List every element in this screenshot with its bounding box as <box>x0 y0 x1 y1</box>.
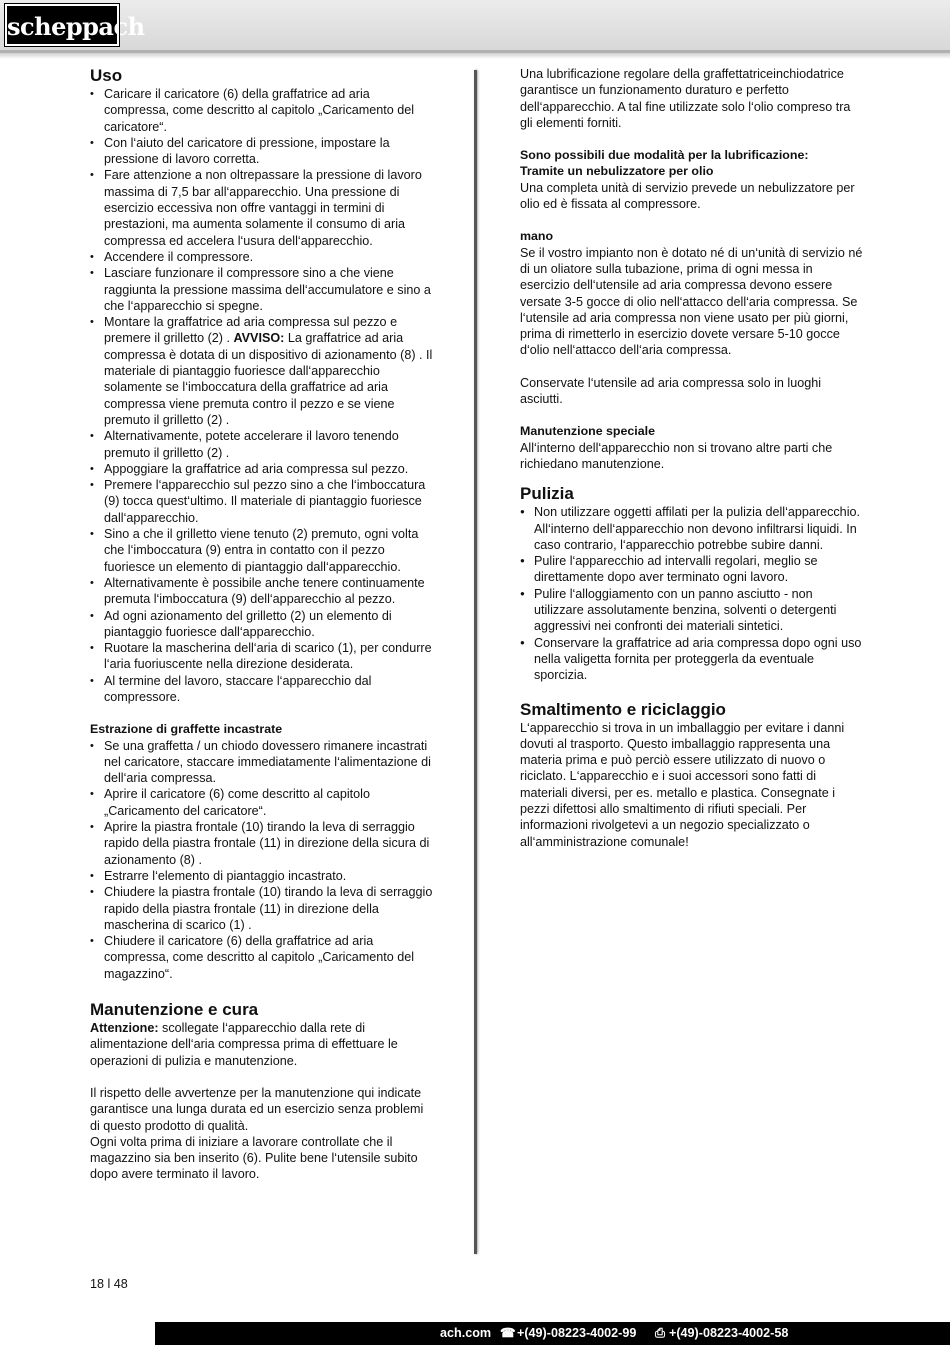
uso-title: Uso <box>90 66 123 85</box>
list-item: • Sino a che il grilletto viene tenuto (2) premuto, ogni volta che l‘imboccatura (9) entra in contatto con il pezzo fuoriesce un elemento di piantaggio dall‘apparecchio. <box>90 526 435 575</box>
list-item: • Lasciare funzionare il compressore sino a che viene raggiunta la pressione massima dell‘accumulatore e sino a che l‘apparecchio si spegne. <box>90 265 435 314</box>
avviso-text: La graffatrice ad aria compressa è dotata di un dispositivo di azionamento (8) . Il materiale di piantaggio fuoriesce dall‘apparecchio solamente se l‘imboccatura della graffatrice ad aria compressa viene premuta contro il pezzo e se viene premuto il grilletto (2) . <box>104 331 433 427</box>
spacer <box>520 472 865 484</box>
attenzione-text: scollegate l‘apparecchio dalla rete di alimentazione dell‘aria compressa prima di effettuare le operazioni di pulizia e manutenzione. <box>90 1021 398 1068</box>
spacer <box>520 212 865 228</box>
list-item: • Alternativamente è possibile anche tenere continuamente premuta l‘imboccatura (9) dell‘apparecchio al pezzo. <box>90 575 435 608</box>
conservate-paragraph: Conservate l‘utensile ad aria compressa solo in luoghi asciutti. <box>520 375 822 407</box>
page-footer <box>155 1322 950 1345</box>
page-number: 18 l 48 <box>90 1277 128 1291</box>
spacer <box>90 705 435 721</box>
right-column <box>520 66 865 850</box>
rispetto-paragraph: Il rispetto delle avvertenze per la manutenzione qui indicate garantisce una lunga durata ed un esercizio senza problemi di questo prodotto di qualità. <box>90 1085 424 1133</box>
spacer <box>520 407 865 423</box>
smaltimento-title: Smaltimento e riciclaggio <box>520 699 726 719</box>
list-item: • Fare attenzione a non oltrepassare la pressione di lavoro massima di 7,5 bar all‘apparecchio. Una pressione di esercizio eccessiva non offre vantaggi in termini di prestazioni, ma aumenta solamente il consumo di aria compressa ed accelera l‘usura dell‘apparecchio. <box>90 167 435 248</box>
list-item: • Aprire il caricatore (6) come descritto al capitolo „Caricamento del caricatore“. <box>90 786 435 819</box>
list-item <box>90 314 435 428</box>
footer-website: ach.com <box>440 1326 492 1340</box>
list-item: • Estrarre l‘elemento di piantaggio incastrato. <box>90 868 435 884</box>
speciale-paragraph: All‘interno dell‘apparecchio non si trovano altre parti che richiedano manutenzione. <box>520 440 833 471</box>
list-item: • Premere l‘apparecchio sul pezzo sino a che l‘imboccatura (9) tocca quest‘ultimo. Il materiale di piantaggio fuoriesce dall‘apparecchio. <box>90 477 435 526</box>
footer-left-blank <box>0 1322 155 1345</box>
column-divider <box>474 70 477 1254</box>
list-item: ● Pulire l‘alloggiamento con un panno asciutto - non utilizzare assolutamente benzina, solventi o detergenti aggressivi nei confronti dei materiali sintetici. <box>520 586 865 635</box>
header-shadow <box>0 53 950 59</box>
spacer <box>520 684 865 700</box>
mano-paragraph: Se il vostro impianto non è dotato né di un‘unità di servizio né di un oliatore sulla tubazione, prima di ogni messa in esercizio dell‘utensile ad aria compressa devono essere versate 3-5 gocce di olio nell‘attacco dell‘aria compressa. Se l‘utensile ad aria compressa non viene usato per più giorni, prima di rimetterlo in esercizio dovete versare 5-10 gocce d‘olio nell‘attacco dell‘aria compressa. <box>520 245 863 358</box>
spacer <box>520 131 865 147</box>
list-item: • Ruotare la mascherina dell‘aria di scarico (1), per condurre l‘aria fuoriuscente nella direzione desiderata. <box>90 640 435 673</box>
manutenzione-title: Manutenzione e cura <box>90 1000 259 1020</box>
speciale-title: Manutenzione speciale <box>520 424 655 439</box>
list-item: • Appoggiare la graffatrice ad aria compressa sul pezzo. <box>90 461 435 477</box>
list-item: • Chiudere la piastra frontale (10) tirando la leva di serraggio rapido della piastra frontale (11) in direzione della mascherina di scarico (1) . <box>90 884 435 933</box>
page-header <box>0 0 950 53</box>
list-item: • Chiudere il caricatore (6) della graffatrice ad aria compressa, come descritto al capitolo „Caricamento del magazzino“. <box>90 933 435 982</box>
list-item: • Alternativamente, potete accelerare il lavoro tenendo premuto il grilletto (2) . <box>90 428 435 461</box>
attenzione-paragraph <box>90 1020 435 1069</box>
estrazione-title: Estrazione di graffette incastrate <box>90 722 283 737</box>
list-item: ● Conservare la graffatrice ad aria compressa dopo ogni uso nella valigetta fornita per proteggerla da eventuale sporcizia. <box>520 635 865 684</box>
list-item: ● Non utilizzare oggetti affilati per la pulizia dell‘apparecchio. All‘interno dell‘apparecchio non devono infiltrarsi liquidi. In caso contrario, l‘apparecchio potrebbe subire danni. <box>520 504 865 553</box>
pulizia-title: Pulizia <box>520 484 574 504</box>
uso-list <box>90 86 435 705</box>
spacer <box>520 359 865 375</box>
footer-phone: +(49)-08223-4002-99 <box>517 1326 637 1340</box>
avviso-label: AVVISO: <box>233 331 285 346</box>
list-item: • Aprire la piastra frontale (10) tirando la leva di serraggio rapido della piastra frontale (11) in direzione della sicura di azionamento (8) . <box>90 819 435 868</box>
ogni-volta-paragraph: Ogni volta prima di iniziare a lavorare controllate che il magazzino sia ben inserito (6). Pulite bene l‘utensile subito dopo avere terminato il lavoro. <box>90 1134 418 1182</box>
smaltimento-paragraph: L‘apparecchio si trova in un imballaggio per evitare i danni dovuti al trasporto. Questo imballaggio rappresenta una materia prima e può perciò essere utilizzato di nuovo o riciclato. L‘apparecchio e i suoi accessori sono fatti di materiali diversi, per es. metallo e plastica. Consegnate i pezzi difettosi allo smaltimento di rifiuti speciali. Per informazioni rivolgetevi a un negozio specializzato o all‘amministrazione comunale! <box>520 720 845 849</box>
modalita-title: Sono possibili due modalità per la lubrificazione: <box>520 148 809 163</box>
mano-title: mano <box>520 229 554 244</box>
list-item: • Se una graffetta / un chiodo dovessero rimanere incastrati nel caricatore, staccare immediatamente l‘alimentazione di dell‘aria compressa. <box>90 738 435 787</box>
left-column <box>90 66 435 1183</box>
list-item: • Con l‘aiuto del caricatore di pressione, impostare la pressione di lavoro corretta. <box>90 135 435 168</box>
spacer <box>90 982 435 1000</box>
nebulizzatore-title: Tramite un nebulizzatore per olio <box>520 164 714 179</box>
phone-icon: ☎ <box>500 1326 516 1340</box>
list-item: ● Pulire l‘apparecchio ad intervalli regolari, meglio se direttamente dopo aver terminato ogni lavoro. <box>520 553 865 586</box>
pulizia-list <box>520 504 865 683</box>
spacer <box>90 1069 435 1085</box>
lubrificazione-paragraph: Una lubrificazione regolare della graffettatriceinchiodatrice garantisce un funzionamento duraturo e perfetto dell‘apparecchio. A tal fine utilizzate solo l‘olio compreso tra gli elementi forniti. <box>520 67 851 130</box>
list-item: • Accendere il compressore. <box>90 249 435 265</box>
nebulizzatore-paragraph: Una completa unità di servizio prevede un nebulizzatore per olio ed è fissata al compressore. <box>520 180 855 212</box>
attenzione-label: Attenzione: <box>90 1021 159 1036</box>
list-item-text: Montare la graffatrice ad aria compressa sul pezzo e premere il grilletto (2) . <box>104 315 398 346</box>
list-item: • Caricare il caricatore (6) della graffatrice ad aria compressa, come descritto al capitolo „Caricamento del caricatore“. <box>90 86 435 135</box>
footer-fax: +(49)-08223-4002-58 <box>669 1326 789 1340</box>
estrazione-list <box>90 738 435 982</box>
scheppach-logo: scheppach <box>5 4 119 46</box>
list-item: • Ad ogni azionamento del grilletto (2) un elemento di piantaggio fuoriesce dall‘apparecchio. <box>90 608 435 641</box>
list-item: • Al termine del lavoro, staccare l‘apparecchio dal compressore. <box>90 673 435 706</box>
fax-icon: ⎙ <box>655 1326 666 1340</box>
